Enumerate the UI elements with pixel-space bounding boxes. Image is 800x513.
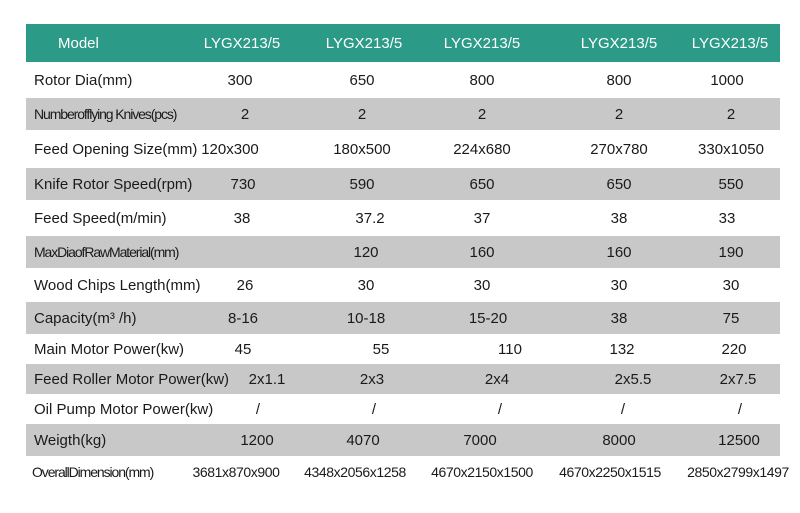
table-cell: 120x300: [201, 140, 259, 158]
table-cell: 190: [718, 243, 744, 261]
header-model-2: LYGX213/5: [325, 34, 403, 52]
table-row-oil-pump-motor-power: [26, 394, 780, 424]
table-cell: 2x7.5: [719, 370, 757, 388]
table-cell: 30: [473, 276, 491, 294]
table-cell: 2x5.5: [614, 370, 652, 388]
table-cell: 30: [610, 276, 628, 294]
table-cell: 4348x2056x1258: [304, 464, 406, 480]
row-label: Feed Roller Motor Power(kw): [34, 370, 230, 388]
table-header-row: [26, 24, 780, 62]
row-label: OverallDimension(mm): [32, 464, 154, 480]
table-row-capacity: [26, 302, 780, 334]
table-cell: 2: [614, 105, 624, 123]
table-cell: 75: [722, 309, 740, 327]
row-label: Capacity(m³ /h): [34, 309, 137, 327]
table-cell: 2x1.1: [248, 370, 286, 388]
table-row-rotor-dia: [26, 62, 780, 98]
table-cell: 650: [469, 175, 495, 193]
table-cell: 4670x2250x1515: [559, 464, 661, 480]
table-cell: 37: [473, 209, 491, 227]
row-label: Oil Pump Motor Power(kw): [34, 400, 214, 418]
table-cell: 15-20: [468, 309, 508, 327]
table-cell: 26: [236, 276, 254, 294]
table-row-knife-rotor-speed: [26, 168, 780, 200]
table-cell: 2: [726, 105, 736, 123]
table-row-feed-opening: [26, 130, 780, 168]
row-label: Weigth(kg): [34, 431, 107, 449]
table-cell: 37.2: [355, 209, 385, 227]
table-cell: 650: [606, 175, 632, 193]
table-cell: 2: [240, 105, 250, 123]
table-cell: /: [620, 400, 626, 418]
table-cell: 120: [353, 243, 379, 261]
table-cell: 2x4: [484, 370, 510, 388]
row-label: Numberofflying Knives(pcs): [34, 106, 177, 122]
table-cell: 30: [357, 276, 375, 294]
header-model-label: Model: [58, 34, 99, 52]
table-cell: 7000: [463, 431, 497, 449]
table-row-max-dia-raw: [26, 236, 780, 268]
header-model-3: LYGX213/5: [443, 34, 521, 52]
table-cell: 330x1050: [698, 140, 764, 158]
table-cell: 8-16: [227, 309, 259, 327]
table-cell: 160: [469, 243, 495, 261]
table-cell: 12500: [718, 431, 760, 449]
table-cell: 224x680: [453, 140, 511, 158]
table-cell: 3681x870x900: [192, 464, 280, 480]
table-cell: 270x780: [590, 140, 648, 158]
table-cell: 8000: [602, 431, 636, 449]
row-label: Wood Chips Length(mm): [34, 276, 201, 294]
table-cell: 30: [722, 276, 740, 294]
table-cell: 590: [349, 175, 375, 193]
table-cell: 132: [609, 340, 635, 358]
table-cell: /: [497, 400, 503, 418]
table-cell: 730: [230, 175, 256, 193]
table-row-flying-knives: [26, 98, 780, 130]
table-cell: 180x500: [333, 140, 391, 158]
header-model-4: LYGX213/5: [580, 34, 658, 52]
table-row-wood-chips-length: [26, 268, 780, 302]
table-row-feed-speed: [26, 200, 780, 236]
table-cell: 2: [357, 105, 367, 123]
table-cell: 110: [498, 340, 522, 358]
row-label: MaxDiaofRawMaterial(mm): [34, 244, 179, 260]
table-cell: 800: [469, 71, 495, 89]
row-label: Rotor Dia(mm): [34, 71, 133, 89]
table-row-weight: [26, 424, 780, 456]
row-label: Feed Speed(m/min): [34, 209, 167, 227]
table-row-feed-roller-motor-power: [26, 364, 780, 394]
table-cell: 550: [718, 175, 744, 193]
table-cell: 300: [227, 71, 253, 89]
spec-table: [26, 24, 789, 488]
table-cell: 10-18: [346, 309, 386, 327]
table-cell: 2: [477, 105, 487, 123]
table-cell: 4070: [346, 431, 380, 449]
table-cell: /: [371, 400, 377, 418]
row-label: Knife Rotor Speed(rpm): [34, 175, 193, 193]
table-cell: 45: [234, 340, 252, 358]
table-row-main-motor-power: [26, 334, 780, 364]
row-label: Feed Opening Size(mm): [34, 140, 198, 158]
table-row-overall-dimension: [26, 456, 789, 488]
header-model-1: LYGX213/5: [203, 34, 281, 52]
table-cell: 4670x2150x1500: [431, 464, 533, 480]
table-cell: 38: [233, 209, 251, 227]
table-cell: 800: [606, 71, 632, 89]
table-cell: 33: [718, 209, 736, 227]
table-cell: 2850x2799x1497: [687, 464, 789, 480]
table-cell: /: [737, 400, 743, 418]
table-cell: 650: [349, 71, 375, 89]
table-cell: 160: [606, 243, 632, 261]
table-cell: 1200: [240, 431, 274, 449]
table-cell: 38: [610, 309, 628, 327]
table-cell: 55: [372, 340, 390, 358]
table-cell: [182, 236, 302, 268]
table-cell: 2x3: [359, 370, 385, 388]
table-cell: 1000: [710, 71, 744, 89]
table-cell: 220: [721, 340, 747, 358]
row-label: Main Motor Power(kw): [34, 340, 185, 358]
table-cell: /: [255, 400, 261, 418]
header-model-5: LYGX213/5: [691, 34, 769, 52]
table-cell: 38: [610, 209, 628, 227]
